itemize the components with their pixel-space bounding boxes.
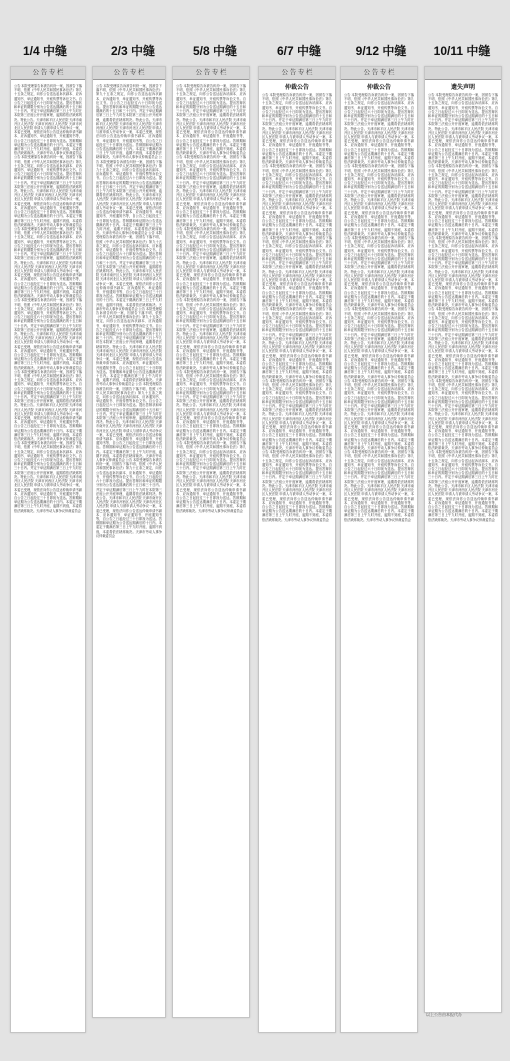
column-text: 公告 本院受理原告诉被告纠纷一案，因被告下落不明，依照《中华人民共和国民事诉讼法》第九十五条之规定，向你公告送达起诉状副本、应诉通知书、举证通知书、开庭传票等诉讼文书。自公告之日起经过六十日即视为送达。提出答辩状和举证的期限分别为公告送达期满后的十五日和三十日内。并定于举证期满后第三日上午九时在本院第三法庭公开开庭审理，逾期将依法缺席判决。特此公告。天津市和平区人民法院 天津市南开区人民法院 天津市河西区人民法院 天津市河北区人民法院 申请人与被申请人劳动争议一案，本委已受理，现依法向你公告送达仲裁申请书副本、应诉通知书、举证通知书、开庭通知书等，自公告之日起经过三十日即视为送达。答辩期和举证期为公告送达期满后的十日内。本委定于期满后第三日上午九时开庭，逾期不到庭，本委将依法缺席裁决。天津市劳动人事争议仲裁委员会 公告 本院受理原告诉被告纠纷一案，因被告下落不明，依照《中华人民共和国民事诉讼法》第九十五条之规定，向你公告送达起诉状副本、应诉通知书、举证通知书、开庭传票等诉讼文书。自公告之日起经过六十日即视为送达。提出答辩状和举证的期限分别为公告送达期满后的十五日和三十日内。并定于举证期满后第三日上午九时在本院第三法庭公开开庭审理，逾期将依法缺席判决。特此公告。天津市和平区人民法院 天津市南开区人民法院 天津市河西区人民法院 天津市河北区人民法院 申请人与被申请人劳动争议一案，本委已受理，现依法向你公告送达仲裁申请书副本、应诉通知书、举证通知书、开庭通知书等，自公告之日起经过三十日即视为送达。答辩期和举证期为公告送达期满后的十日内。本委定于期满后第三日上午九时开庭，逾期不到庭，本委将依法缺席裁决。天津市劳动人事争议仲裁委员会 公告 本院受理原告诉被告纠纷一案，因被告下落不明，依照《中华人民共和国民事诉讼法》第九十五条之规定，向你公告送达起诉状副本、应诉通知书、举证通知书、开庭传票等诉讼文书。自公告之日起经过六十日即视为送达。提出答辩状和举证的期限分别为公告送达期满后的十五日和三十日内。并定于举证期满后第三日上午九时在本院第三法庭公开开庭审理，逾期将依法缺席判决。特此公告。天津市和平区人民法院 天津市南开区人民法院 天津市河西区人民法院 天津市河北区人民法院 申请人与被申请人劳动争议一案，本委已受理，现依法向你公告送达仲裁申请书副本、应诉通知书、举证通知书、开庭通知书等，自公告之日起经过三十日即视为送达。答辩期和举证期为公告送达期满后的十日内。本委定于期满后第三日上午九时开庭，逾期不到庭，本委将依法缺席裁决。天津市劳动人事争议仲裁委员会 公告 本院受理原告诉被告纠纷一案，因被告下落不明，依照《中华人民共和国民事诉讼法》第九十五条之规定，向你公告送达起诉状副本、应诉通知书、举证通知书、开庭传票等诉讼文书。自公告之日起经过六十日即视为送达。提出答辩状和举证的期限分别为公告送达期满后的十五日和三十日内。并定于举证期满后第三日上午九时在本院第三法庭公开开庭审理，逾期将依法缺席判决。特此公告。天津市和平区人民法院 天津市南开区人民法院 天津市河西区人民法院 天津市河北区人民法院 申请人与被申请人劳动争议一案，本委已受理，现依法向你公告送达仲裁申请书副本、应诉通知书、举证通知书、开庭通知书等，自公告之日起经过三十日即视为送达。答辩期和举证期为公告送达期满后的十日内。本委定于期满后第三日上午九时开庭，逾期不到庭，本委将依法缺席裁决。天津市劳动人事争议仲裁委员会 公告 本院受理原告诉被告纠纷一案，因被告下落不明，依照《中华人民共和国民事诉讼法》第九十五条之规定，向你公告送达起诉状副本、应诉通知书、举证通知书、开庭传票等诉讼文书。自公告之日起经过六十日即视为送达。提出答辩状和举证的期限分别为公告送达期满后的十五日和三十日内。并定于举证期满后第三日上午九时在本院第三法庭公开开庭审理，逾期将依法缺席判决。特此公告。天津市和平区人民法院 天津市南开区人民法院 天津市河西区人民法院 天津市河北区人民法院 申请人与被申请人劳动争议一案，本委已受理，现依法向你公告送达仲裁申请书副本、应诉通知书、举证通知书、开庭通知书等，自公告之日起经过三十日即视为送达。答辩期和举证期为公告送达期满后的十日内。本委定于期满后第三日上午九时开庭，逾期不到庭，本委将依法缺席裁决。天津市劳动人事争议仲裁委员会 公告 本院受理原告诉被告纠纷一案，因被告下落不明，依照《中华人民共和国民事诉讼法》第九十五条之规定，向你公告送达起诉状副本、应诉通知书、举证通知书、开庭传票等诉讼文书。自公告之日起经过六十日即视为送达。提出答辩状和举证的期限分别为公告送达期满后的十五日和三十日内。并定于举证期满后第三日上午九时在本院第三法庭公开开庭审理，逾期将依法缺席判决。特此公告。天津市和平区人民法院 天津市南开区人民法院 天津市河西区人民法院 天津市河北区人民法院 申请人与被申请人劳动争议一案，本委已受理，现依法向你公告送达仲裁申请书副本、应诉通知书、举证通知书、开庭通知书等，自公告之日起经过三十日即视为送达。答辩期和举证期为公告送达期满后的十日内。本委定于期满后第三日上午九时开庭，逾期不到庭，本委将依法缺席裁决。天津市劳动人事争议仲裁委员会 [428,93,499,522]
newspaper-column-1-4 [10,66,86,1033]
column-label-10-11: 10/11 中缝 [433,44,491,58]
newspaper-column-5-8 [172,66,250,1018]
column-header: 公 告 专 栏 [173,67,249,80]
column-text: 公告 本院受理原告诉被告纠纷一案，因被告下落不明，依照《中华人民共和国民事诉讼法》第九十五条之规定，向你公告送达起诉状副本、应诉通知书、举证通知书、开庭传票等诉讼文书。自公告之日起经过六十日即视为送达。提出答辩状和举证的期限分别为公告送达期满后的十五日和三十日内。并定于举证期满后第三日上午九时在本院第三法庭公开开庭审理，逾期将依法缺席判决。特此公告。天津市和平区人民法院 天津市南开区人民法院 天津市河西区人民法院 天津市河北区人民法院 申请人与被申请人劳动争议一案，本委已受理，现依法向你公告送达仲裁申请书副本、应诉通知书、举证通知书、开庭通知书等，自公告之日起经过三十日即视为送达。答辩期和举证期为公告送达期满后的十日内。本委定于期满后第三日上午九时开庭，逾期不到庭，本委将依法缺席裁决。天津市劳动人事争议仲裁委员会 公告 本院受理原告诉被告纠纷一案，因被告下落不明，依照《中华人民共和国民事诉讼法》第九十五条之规定，向你公告送达起诉状副本、应诉通知书、举证通知书、开庭传票等诉讼文书。自公告之日起经过六十日即视为送达。提出答辩状和举证的期限分别为公告送达期满后的十五日和三十日内。并定于举证期满后第三日上午九时在本院第三法庭公开开庭审理，逾期将依法缺席判决。特此公告。天津市和平区人民法院 天津市南开区人民法院 天津市河西区人民法院 天津市河北区人民法院 申请人与被申请人劳动争议一案，本委已受理，现依法向你公告送达仲裁申请书副本、应诉通知书、举证通知书、开庭通知书等，自公告之日起经过三十日即视为送达。答辩期和举证期为公告送达期满后的十日内。本委定于期满后第三日上午九时开庭，逾期不到庭，本委将依法缺席裁决。天津市劳动人事争议仲裁委员会 公告 本院受理原告诉被告纠纷一案，因被告下落不明，依照《中华人民共和国民事诉讼法》第九十五条之规定，向你公告送达起诉状副本、应诉通知书、举证通知书、开庭传票等诉讼文书。自公告之日起经过六十日即视为送达。提出答辩状和举证的期限分别为公告送达期满后的十五日和三十日内。并定于举证期满后第三日上午九时在本院第三法庭公开开庭审理，逾期将依法缺席判决。特此公告。天津市和平区人民法院 天津市南开区人民法院 天津市河西区人民法院 天津市河北区人民法院 申请人与被申请人劳动争议一案，本委已受理，现依法向你公告送达仲裁申请书副本、应诉通知书、举证通知书、开庭通知书等，自公告之日起经过三十日即视为送达。答辩期和举证期为公告送达期满后的十日内。本委定于期满后第三日上午九时开庭，逾期不到庭，本委将依法缺席裁决。天津市劳动人事争议仲裁委员会 公告 本院受理原告诉被告纠纷一案，因被告下落不明，依照《中华人民共和国民事诉讼法》第九十五条之规定，向你公告送达起诉状副本、应诉通知书、举证通知书、开庭传票等诉讼文书。自公告之日起经过六十日即视为送达。提出答辩状和举证的期限分别为公告送达期满后的十五日和三十日内。并定于举证期满后第三日上午九时在本院第三法庭公开开庭审理，逾期将依法缺席判决。特此公告。天津市和平区人民法院 天津市南开区人民法院 天津市河西区人民法院 天津市河北区人民法院 申请人与被申请人劳动争议一案，本委已受理，现依法向你公告送达仲裁申请书副本、应诉通知书、举证通知书、开庭通知书等，自公告之日起经过三十日即视为送达。答辩期和举证期为公告送达期满后的十日内。本委定于期满后第三日上午九时开庭，逾期不到庭，本委将依法缺席裁决。天津市劳动人事争议仲裁委员会 公告 本院受理原告诉被告纠纷一案，因被告下落不明，依照《中华人民共和国民事诉讼法》第九十五条之规定，向你公告送达起诉状副本、应诉通知书、举证通知书、开庭传票等诉讼文书。自公告之日起经过六十日即视为送达。提出答辩状和举证的期限分别为公告送达期满后的十五日和三十日内。并定于举证期满后第三日上午九时在本院第三法庭公开开庭审理，逾期将依法缺席判决。特此公告。天津市和平区人民法院 天津市南开区人民法院 天津市河西区人民法院 天津市河北区人民法院 申请人与被申请人劳动争议一案，本委已受理，现依法向你公告送达仲裁申请书副本、应诉通知书、举证通知书、开庭通知书等，自公告之日起经过三十日即视为送达。答辩期和举证期为公告送达期满后的十日内。本委定于期满后第三日上午九时开庭，逾期不到庭，本委将依法缺席裁决。天津市劳动人事争议仲裁委员会 公告 本院受理原告诉被告纠纷一案，因被告下落不明，依照《中华人民共和国民事诉讼法》第九十五条之规定，向你公告送达起诉状副本、应诉通知书、举证通知书、开庭传票等诉讼文书。自公告之日起经过六十日即视为送达。提出答辩状和举证的期限分别为公告送达期满后的十五日和三十日内。并定于举证期满后第三日上午九时在本院第三法庭公开开庭审理，逾期将依法缺席判决。特此公告。天津市和平区人民法院 天津市南开区人民法院 天津市河西区人民法院 天津市河北区人民法院 申请人与被申请人劳动争议一案，本委已受理，现依法向你公告送达仲裁申请书副本、应诉通知书、举证通知书、开庭通知书等，自公告之日起经过三十日即视为送达。答辩期和举证期为公告送达期满后的十日内。本委定于期满后第三日上午九时开庭，逾期不到庭，本委将依法缺席裁决。天津市劳动人事争议仲裁委员会 [96,84,163,538]
newspaper-column-10-11 [424,66,502,1013]
column-subtitle: 仲裁公告 [366,85,391,91]
column-text: 公告 本院受理原告诉被告纠纷一案，因被告下落不明，依照《中华人民共和国民事诉讼法》第九十五条之规定，向你公告送达起诉状副本、应诉通知书、举证通知书、开庭传票等诉讼文书。自公告之日起经过六十日即视为送达。提出答辩状和举证的期限分别为公告送达期满后的十五日和三十日内。并定于举证期满后第三日上午九时在本院第三法庭公开开庭审理，逾期将依法缺席判决。特此公告。天津市和平区人民法院 天津市南开区人民法院 天津市河西区人民法院 天津市河北区人民法院 申请人与被申请人劳动争议一案，本委已受理，现依法向你公告送达仲裁申请书副本、应诉通知书、举证通知书、开庭通知书等，自公告之日起经过三十日即视为送达。答辩期和举证期为公告送达期满后的十日内。本委定于期满后第三日上午九时开庭，逾期不到庭，本委将依法缺席裁决。天津市劳动人事争议仲裁委员会 公告 本院受理原告诉被告纠纷一案，因被告下落不明，依照《中华人民共和国民事诉讼法》第九十五条之规定，向你公告送达起诉状副本、应诉通知书、举证通知书、开庭传票等诉讼文书。自公告之日起经过六十日即视为送达。提出答辩状和举证的期限分别为公告送达期满后的十五日和三十日内。并定于举证期满后第三日上午九时在本院第三法庭公开开庭审理，逾期将依法缺席判决。特此公告。天津市和平区人民法院 天津市南开区人民法院 天津市河西区人民法院 天津市河北区人民法院 申请人与被申请人劳动争议一案，本委已受理，现依法向你公告送达仲裁申请书副本、应诉通知书、举证通知书、开庭通知书等，自公告之日起经过三十日即视为送达。答辩期和举证期为公告送达期满后的十日内。本委定于期满后第三日上午九时开庭，逾期不到庭，本委将依法缺席裁决。天津市劳动人事争议仲裁委员会 公告 本院受理原告诉被告纠纷一案，因被告下落不明，依照《中华人民共和国民事诉讼法》第九十五条之规定，向你公告送达起诉状副本、应诉通知书、举证通知书、开庭传票等诉讼文书。自公告之日起经过六十日即视为送达。提出答辩状和举证的期限分别为公告送达期满后的十五日和三十日内。并定于举证期满后第三日上午九时在本院第三法庭公开开庭审理，逾期将依法缺席判决。特此公告。天津市和平区人民法院 天津市南开区人民法院 天津市河西区人民法院 天津市河北区人民法院 申请人与被申请人劳动争议一案，本委已受理，现依法向你公告送达仲裁申请书副本、应诉通知书、举证通知书、开庭通知书等，自公告之日起经过三十日即视为送达。答辩期和举证期为公告送达期满后的十日内。本委定于期满后第三日上午九时开庭，逾期不到庭，本委将依法缺席裁决。天津市劳动人事争议仲裁委员会 公告 本院受理原告诉被告纠纷一案，因被告下落不明，依照《中华人民共和国民事诉讼法》第九十五条之规定，向你公告送达起诉状副本、应诉通知书、举证通知书、开庭传票等诉讼文书。自公告之日起经过六十日即视为送达。提出答辩状和举证的期限分别为公告送达期满后的十五日和三十日内。并定于举证期满后第三日上午九时在本院第三法庭公开开庭审理，逾期将依法缺席判决。特此公告。天津市和平区人民法院 天津市南开区人民法院 天津市河西区人民法院 天津市河北区人民法院 申请人与被申请人劳动争议一案，本委已受理，现依法向你公告送达仲裁申请书副本、应诉通知书、举证通知书、开庭通知书等，自公告之日起经过三十日即视为送达。答辩期和举证期为公告送达期满后的十日内。本委定于期满后第三日上午九时开庭，逾期不到庭，本委将依法缺席裁决。天津市劳动人事争议仲裁委员会 公告 本院受理原告诉被告纠纷一案，因被告下落不明，依照《中华人民共和国民事诉讼法》第九十五条之规定，向你公告送达起诉状副本、应诉通知书、举证通知书、开庭传票等诉讼文书。自公告之日起经过六十日即视为送达。提出答辩状和举证的期限分别为公告送达期满后的十五日和三十日内。并定于举证期满后第三日上午九时在本院第三法庭公开开庭审理，逾期将依法缺席判决。特此公告。天津市和平区人民法院 天津市南开区人民法院 天津市河西区人民法院 天津市河北区人民法院 申请人与被申请人劳动争议一案，本委已受理，现依法向你公告送达仲裁申请书副本、应诉通知书、举证通知书、开庭通知书等，自公告之日起经过三十日即视为送达。答辩期和举证期为公告送达期满后的十日内。本委定于期满后第三日上午九时开庭，逾期不到庭，本委将依法缺席裁决。天津市劳动人事争议仲裁委员会 公告 本院受理原告诉被告纠纷一案，因被告下落不明，依照《中华人民共和国民事诉讼法》第九十五条之规定，向你公告送达起诉状副本、应诉通知书、举证通知书、开庭传票等诉讼文书。自公告之日起经过六十日即视为送达。提出答辩状和举证的期限分别为公告送达期满后的十五日和三十日内。并定于举证期满后第三日上午九时在本院第三法庭公开开庭审理，逾期将依法缺席判决。特此公告。天津市和平区人民法院 天津市南开区人民法院 天津市河西区人民法院 天津市河北区人民法院 申请人与被申请人劳动争议一案，本委已受理，现依法向你公告送达仲裁申请书副本、应诉通知书、举证通知书、开庭通知书等，自公告之日起经过三十日即视为送达。答辩期和举证期为公告送达期满后的十日内。本委定于期满后第三日上午九时开庭，逾期不到庭，本委将依法缺席裁决。天津市劳动人事争议仲裁委员会 [344,93,415,522]
column-text: 公告 本院受理原告诉被告纠纷一案，因被告下落不明，依照《中华人民共和国民事诉讼法》第九十五条之规定，向你公告送达起诉状副本、应诉通知书、举证通知书、开庭传票等诉讼文书。自公告之日起经过六十日即视为送达。提出答辩状和举证的期限分别为公告送达期满后的十五日和三十日内。并定于举证期满后第三日上午九时在本院第三法庭公开开庭审理，逾期将依法缺席判决。特此公告。天津市和平区人民法院 天津市南开区人民法院 天津市河西区人民法院 天津市河北区人民法院 申请人与被申请人劳动争议一案，本委已受理，现依法向你公告送达仲裁申请书副本、应诉通知书、举证通知书、开庭通知书等，自公告之日起经过三十日即视为送达。答辩期和举证期为公告送达期满后的十日内。本委定于期满后第三日上午九时开庭，逾期不到庭，本委将依法缺席裁决。天津市劳动人事争议仲裁委员会 公告 本院受理原告诉被告纠纷一案，因被告下落不明，依照《中华人民共和国民事诉讼法》第九十五条之规定，向你公告送达起诉状副本、应诉通知书、举证通知书、开庭传票等诉讼文书。自公告之日起经过六十日即视为送达。提出答辩状和举证的期限分别为公告送达期满后的十五日和三十日内。并定于举证期满后第三日上午九时在本院第三法庭公开开庭审理，逾期将依法缺席判决。特此公告。天津市和平区人民法院 天津市南开区人民法院 天津市河西区人民法院 天津市河北区人民法院 申请人与被申请人劳动争议一案，本委已受理，现依法向你公告送达仲裁申请书副本、应诉通知书、举证通知书、开庭通知书等，自公告之日起经过三十日即视为送达。答辩期和举证期为公告送达期满后的十日内。本委定于期满后第三日上午九时开庭，逾期不到庭，本委将依法缺席裁决。天津市劳动人事争议仲裁委员会 公告 本院受理原告诉被告纠纷一案，因被告下落不明，依照《中华人民共和国民事诉讼法》第九十五条之规定，向你公告送达起诉状副本、应诉通知书、举证通知书、开庭传票等诉讼文书。自公告之日起经过六十日即视为送达。提出答辩状和举证的期限分别为公告送达期满后的十五日和三十日内。并定于举证期满后第三日上午九时在本院第三法庭公开开庭审理，逾期将依法缺席判决。特此公告。天津市和平区人民法院 天津市南开区人民法院 天津市河西区人民法院 天津市河北区人民法院 申请人与被申请人劳动争议一案，本委已受理，现依法向你公告送达仲裁申请书副本、应诉通知书、举证通知书、开庭通知书等，自公告之日起经过三十日即视为送达。答辩期和举证期为公告送达期满后的十日内。本委定于期满后第三日上午九时开庭，逾期不到庭，本委将依法缺席裁决。天津市劳动人事争议仲裁委员会 公告 本院受理原告诉被告纠纷一案，因被告下落不明，依照《中华人民共和国民事诉讼法》第九十五条之规定，向你公告送达起诉状副本、应诉通知书、举证通知书、开庭传票等诉讼文书。自公告之日起经过六十日即视为送达。提出答辩状和举证的期限分别为公告送达期满后的十五日和三十日内。并定于举证期满后第三日上午九时在本院第三法庭公开开庭审理，逾期将依法缺席判决。特此公告。天津市和平区人民法院 天津市南开区人民法院 天津市河西区人民法院 天津市河北区人民法院 申请人与被申请人劳动争议一案，本委已受理，现依法向你公告送达仲裁申请书副本、应诉通知书、举证通知书、开庭通知书等，自公告之日起经过三十日即视为送达。答辩期和举证期为公告送达期满后的十日内。本委定于期满后第三日上午九时开庭，逾期不到庭，本委将依法缺席裁决。天津市劳动人事争议仲裁委员会 公告 本院受理原告诉被告纠纷一案，因被告下落不明，依照《中华人民共和国民事诉讼法》第九十五条之规定，向你公告送达起诉状副本、应诉通知书、举证通知书、开庭传票等诉讼文书。自公告之日起经过六十日即视为送达。提出答辩状和举证的期限分别为公告送达期满后的十五日和三十日内。并定于举证期满后第三日上午九时在本院第三法庭公开开庭审理，逾期将依法缺席判决。特此公告。天津市和平区人民法院 天津市南开区人民法院 天津市河西区人民法院 天津市河北区人民法院 申请人与被申请人劳动争议一案，本委已受理，现依法向你公告送达仲裁申请书副本、应诉通知书、举证通知书、开庭通知书等，自公告之日起经过三十日即视为送达。答辩期和举证期为公告送达期满后的十日内。本委定于期满后第三日上午九时开庭，逾期不到庭，本委将依法缺席裁决。天津市劳动人事争议仲裁委员会 公告 本院受理原告诉被告纠纷一案，因被告下落不明，依照《中华人民共和国民事诉讼法》第九十五条之规定，向你公告送达起诉状副本、应诉通知书、举证通知书、开庭传票等诉讼文书。自公告之日起经过六十日即视为送达。提出答辩状和举证的期限分别为公告送达期满后的十五日和三十日内。并定于举证期满后第三日上午九时在本院第三法庭公开开庭审理，逾期将依法缺席判决。特此公告。天津市和平区人民法院 天津市南开区人民法院 天津市河西区人民法院 天津市河北区人民法院 申请人与被申请人劳动争议一案，本委已受理，现依法向你公告送达仲裁申请书副本、应诉通知书、举证通知书、开庭通知书等，自公告之日起经过三十日即视为送达。答辩期和举证期为公告送达期满后的十日内。本委定于期满后第三日上午九时开庭，逾期不到庭，本委将依法缺席裁决。天津市劳动人事争议仲裁委员会 [262,93,333,522]
newspaper-column-2-3 [92,66,166,1018]
column-text: 公告 本院受理原告诉被告纠纷一案，因被告下落不明，依照《中华人民共和国民事诉讼法》第九十五条之规定，向你公告送达起诉状副本、应诉通知书、举证通知书、开庭传票等诉讼文书。自公告之日起经过六十日即视为送达。提出答辩状和举证的期限分别为公告送达期满后的十五日和三十日内。并定于举证期满后第三日上午九时在本院第三法庭公开开庭审理，逾期将依法缺席判决。特此公告。天津市和平区人民法院 天津市南开区人民法院 天津市河西区人民法院 天津市河北区人民法院 申请人与被申请人劳动争议一案，本委已受理，现依法向你公告送达仲裁申请书副本、应诉通知书、举证通知书、开庭通知书等，自公告之日起经过三十日即视为送达。答辩期和举证期为公告送达期满后的十日内。本委定于期满后第三日上午九时开庭，逾期不到庭，本委将依法缺席裁决。天津市劳动人事争议仲裁委员会 公告 本院受理原告诉被告纠纷一案，因被告下落不明，依照《中华人民共和国民事诉讼法》第九十五条之规定，向你公告送达起诉状副本、应诉通知书、举证通知书、开庭传票等诉讼文书。自公告之日起经过六十日即视为送达。提出答辩状和举证的期限分别为公告送达期满后的十五日和三十日内。并定于举证期满后第三日上午九时在本院第三法庭公开开庭审理，逾期将依法缺席判决。特此公告。天津市和平区人民法院 天津市南开区人民法院 天津市河西区人民法院 天津市河北区人民法院 申请人与被申请人劳动争议一案，本委已受理，现依法向你公告送达仲裁申请书副本、应诉通知书、举证通知书、开庭通知书等，自公告之日起经过三十日即视为送达。答辩期和举证期为公告送达期满后的十日内。本委定于期满后第三日上午九时开庭，逾期不到庭，本委将依法缺席裁决。天津市劳动人事争议仲裁委员会 公告 本院受理原告诉被告纠纷一案，因被告下落不明，依照《中华人民共和国民事诉讼法》第九十五条之规定，向你公告送达起诉状副本、应诉通知书、举证通知书、开庭传票等诉讼文书。自公告之日起经过六十日即视为送达。提出答辩状和举证的期限分别为公告送达期满后的十五日和三十日内。并定于举证期满后第三日上午九时在本院第三法庭公开开庭审理，逾期将依法缺席判决。特此公告。天津市和平区人民法院 天津市南开区人民法院 天津市河西区人民法院 天津市河北区人民法院 申请人与被申请人劳动争议一案，本委已受理，现依法向你公告送达仲裁申请书副本、应诉通知书、举证通知书、开庭通知书等，自公告之日起经过三十日即视为送达。答辩期和举证期为公告送达期满后的十日内。本委定于期满后第三日上午九时开庭，逾期不到庭，本委将依法缺席裁决。天津市劳动人事争议仲裁委员会 公告 本院受理原告诉被告纠纷一案，因被告下落不明，依照《中华人民共和国民事诉讼法》第九十五条之规定，向你公告送达起诉状副本、应诉通知书、举证通知书、开庭传票等诉讼文书。自公告之日起经过六十日即视为送达。提出答辩状和举证的期限分别为公告送达期满后的十五日和三十日内。并定于举证期满后第三日上午九时在本院第三法庭公开开庭审理，逾期将依法缺席判决。特此公告。天津市和平区人民法院 天津市南开区人民法院 天津市河西区人民法院 天津市河北区人民法院 申请人与被申请人劳动争议一案，本委已受理，现依法向你公告送达仲裁申请书副本、应诉通知书、举证通知书、开庭通知书等，自公告之日起经过三十日即视为送达。答辩期和举证期为公告送达期满后的十日内。本委定于期满后第三日上午九时开庭，逾期不到庭，本委将依法缺席裁决。天津市劳动人事争议仲裁委员会 公告 本院受理原告诉被告纠纷一案，因被告下落不明，依照《中华人民共和国民事诉讼法》第九十五条之规定，向你公告送达起诉状副本、应诉通知书、举证通知书、开庭传票等诉讼文书。自公告之日起经过六十日即视为送达。提出答辩状和举证的期限分别为公告送达期满后的十五日和三十日内。并定于举证期满后第三日上午九时在本院第三法庭公开开庭审理，逾期将依法缺席判决。特此公告。天津市和平区人民法院 天津市南开区人民法院 天津市河西区人民法院 天津市河北区人民法院 申请人与被申请人劳动争议一案，本委已受理，现依法向你公告送达仲裁申请书副本、应诉通知书、举证通知书、开庭通知书等，自公告之日起经过三十日即视为送达。答辩期和举证期为公告送达期满后的十日内。本委定于期满后第三日上午九时开庭，逾期不到庭，本委将依法缺席裁决。天津市劳动人事争议仲裁委员会 公告 本院受理原告诉被告纠纷一案，因被告下落不明，依照《中华人民共和国民事诉讼法》第九十五条之规定，向你公告送达起诉状副本、应诉通知书、举证通知书、开庭传票等诉讼文书。自公告之日起经过六十日即视为送达。提出答辩状和举证的期限分别为公告送达期满后的十五日和三十日内。并定于举证期满后第三日上午九时在本院第三法庭公开开庭审理，逾期将依法缺席判决。特此公告。天津市和平区人民法院 天津市南开区人民法院 天津市河西区人民法院 天津市河北区人民法院 申请人与被申请人劳动争议一案，本委已受理，现依法向你公告送达仲裁申请书副本、应诉通知书、举证通知书、开庭通知书等，自公告之日起经过三十日即视为送达。答辩期和举证期为公告送达期满后的十日内。本委定于期满后第三日上午九时开庭，逾期不到庭，本委将依法缺席裁决。天津市劳动人事争议仲裁委员会 [14,84,83,513]
column-header: 公 告 专 栏 [259,67,335,80]
column-subtitle: 遗失声明 [450,85,475,91]
column-subtitle: 仲裁公告 [284,85,309,91]
column-label-1-4: 1/4 中缝 [22,44,68,58]
column-label-9-12: 9/12 中缝 [355,44,407,58]
newspaper-column-9-12 [340,66,418,1033]
column-label-2-3: 2/3 中缝 [110,44,156,58]
newspaper-column-6-7 [258,66,336,1033]
column-label-6-7: 6/7 中缝 [276,44,322,58]
column-header [425,67,501,80]
column-label-5-8: 5/8 中缝 [192,44,238,58]
column-text: 公告 本院受理原告诉被告纠纷一案，因被告下落不明，依照《中华人民共和国民事诉讼法》第九十五条之规定，向你公告送达起诉状副本、应诉通知书、举证通知书、开庭传票等诉讼文书。自公告之日起经过六十日即视为送达。提出答辩状和举证的期限分别为公告送达期满后的十五日和三十日内。并定于举证期满后第三日上午九时在本院第三法庭公开开庭审理，逾期将依法缺席判决。特此公告。天津市和平区人民法院 天津市南开区人民法院 天津市河西区人民法院 天津市河北区人民法院 申请人与被申请人劳动争议一案，本委已受理，现依法向你公告送达仲裁申请书副本、应诉通知书、举证通知书、开庭通知书等，自公告之日起经过三十日即视为送达。答辩期和举证期为公告送达期满后的十日内。本委定于期满后第三日上午九时开庭，逾期不到庭，本委将依法缺席裁决。天津市劳动人事争议仲裁委员会 公告 本院受理原告诉被告纠纷一案，因被告下落不明，依照《中华人民共和国民事诉讼法》第九十五条之规定，向你公告送达起诉状副本、应诉通知书、举证通知书、开庭传票等诉讼文书。自公告之日起经过六十日即视为送达。提出答辩状和举证的期限分别为公告送达期满后的十五日和三十日内。并定于举证期满后第三日上午九时在本院第三法庭公开开庭审理，逾期将依法缺席判决。特此公告。天津市和平区人民法院 天津市南开区人民法院 天津市河西区人民法院 天津市河北区人民法院 申请人与被申请人劳动争议一案，本委已受理，现依法向你公告送达仲裁申请书副本、应诉通知书、举证通知书、开庭通知书等，自公告之日起经过三十日即视为送达。答辩期和举证期为公告送达期满后的十日内。本委定于期满后第三日上午九时开庭，逾期不到庭，本委将依法缺席裁决。天津市劳动人事争议仲裁委员会 公告 本院受理原告诉被告纠纷一案，因被告下落不明，依照《中华人民共和国民事诉讼法》第九十五条之规定，向你公告送达起诉状副本、应诉通知书、举证通知书、开庭传票等诉讼文书。自公告之日起经过六十日即视为送达。提出答辩状和举证的期限分别为公告送达期满后的十五日和三十日内。并定于举证期满后第三日上午九时在本院第三法庭公开开庭审理，逾期将依法缺席判决。特此公告。天津市和平区人民法院 天津市南开区人民法院 天津市河西区人民法院 天津市河北区人民法院 申请人与被申请人劳动争议一案，本委已受理，现依法向你公告送达仲裁申请书副本、应诉通知书、举证通知书、开庭通知书等，自公告之日起经过三十日即视为送达。答辩期和举证期为公告送达期满后的十日内。本委定于期满后第三日上午九时开庭，逾期不到庭，本委将依法缺席裁决。天津市劳动人事争议仲裁委员会 公告 本院受理原告诉被告纠纷一案，因被告下落不明，依照《中华人民共和国民事诉讼法》第九十五条之规定，向你公告送达起诉状副本、应诉通知书、举证通知书、开庭传票等诉讼文书。自公告之日起经过六十日即视为送达。提出答辩状和举证的期限分别为公告送达期满后的十五日和三十日内。并定于举证期满后第三日上午九时在本院第三法庭公开开庭审理，逾期将依法缺席判决。特此公告。天津市和平区人民法院 天津市南开区人民法院 天津市河西区人民法院 天津市河北区人民法院 申请人与被申请人劳动争议一案，本委已受理，现依法向你公告送达仲裁申请书副本、应诉通知书、举证通知书、开庭通知书等，自公告之日起经过三十日即视为送达。答辩期和举证期为公告送达期满后的十日内。本委定于期满后第三日上午九时开庭，逾期不到庭，本委将依法缺席裁决。天津市劳动人事争议仲裁委员会 公告 本院受理原告诉被告纠纷一案，因被告下落不明，依照《中华人民共和国民事诉讼法》第九十五条之规定，向你公告送达起诉状副本、应诉通知书、举证通知书、开庭传票等诉讼文书。自公告之日起经过六十日即视为送达。提出答辩状和举证的期限分别为公告送达期满后的十五日和三十日内。并定于举证期满后第三日上午九时在本院第三法庭公开开庭审理，逾期将依法缺席判决。特此公告。天津市和平区人民法院 天津市南开区人民法院 天津市河西区人民法院 天津市河北区人民法院 申请人与被申请人劳动争议一案，本委已受理，现依法向你公告送达仲裁申请书副本、应诉通知书、举证通知书、开庭通知书等，自公告之日起经过三十日即视为送达。答辩期和举证期为公告送达期满后的十日内。本委定于期满后第三日上午九时开庭，逾期不到庭，本委将依法缺席裁决。天津市劳动人事争议仲裁委员会 公告 本院受理原告诉被告纠纷一案，因被告下落不明，依照《中华人民共和国民事诉讼法》第九十五条之规定，向你公告送达起诉状副本、应诉通知书、举证通知书、开庭传票等诉讼文书。自公告之日起经过六十日即视为送达。提出答辩状和举证的期限分别为公告送达期满后的十五日和三十日内。并定于举证期满后第三日上午九时在本院第三法庭公开开庭审理，逾期将依法缺席判决。特此公告。天津市和平区人民法院 天津市南开区人民法院 天津市河西区人民法院 天津市河北区人民法院 申请人与被申请人劳动争议一案，本委已受理，现依法向你公告送达仲裁申请书副本、应诉通知书、举证通知书、开庭通知书等，自公告之日起经过三十日即视为送达。答辩期和举证期为公告送达期满后的十日内。本委定于期满后第三日上午九时开庭，逾期不到庭，本委将依法缺席裁决。天津市劳动人事争议仲裁委员会 [176,84,247,513]
column-header: 公 告 专 栏 [11,67,85,80]
page-footer-note: 以上公告由本报代办 [426,1012,462,1017]
column-header: 公 告 专 栏 [93,67,165,80]
column-header: 公 告 专 栏 [341,67,417,80]
